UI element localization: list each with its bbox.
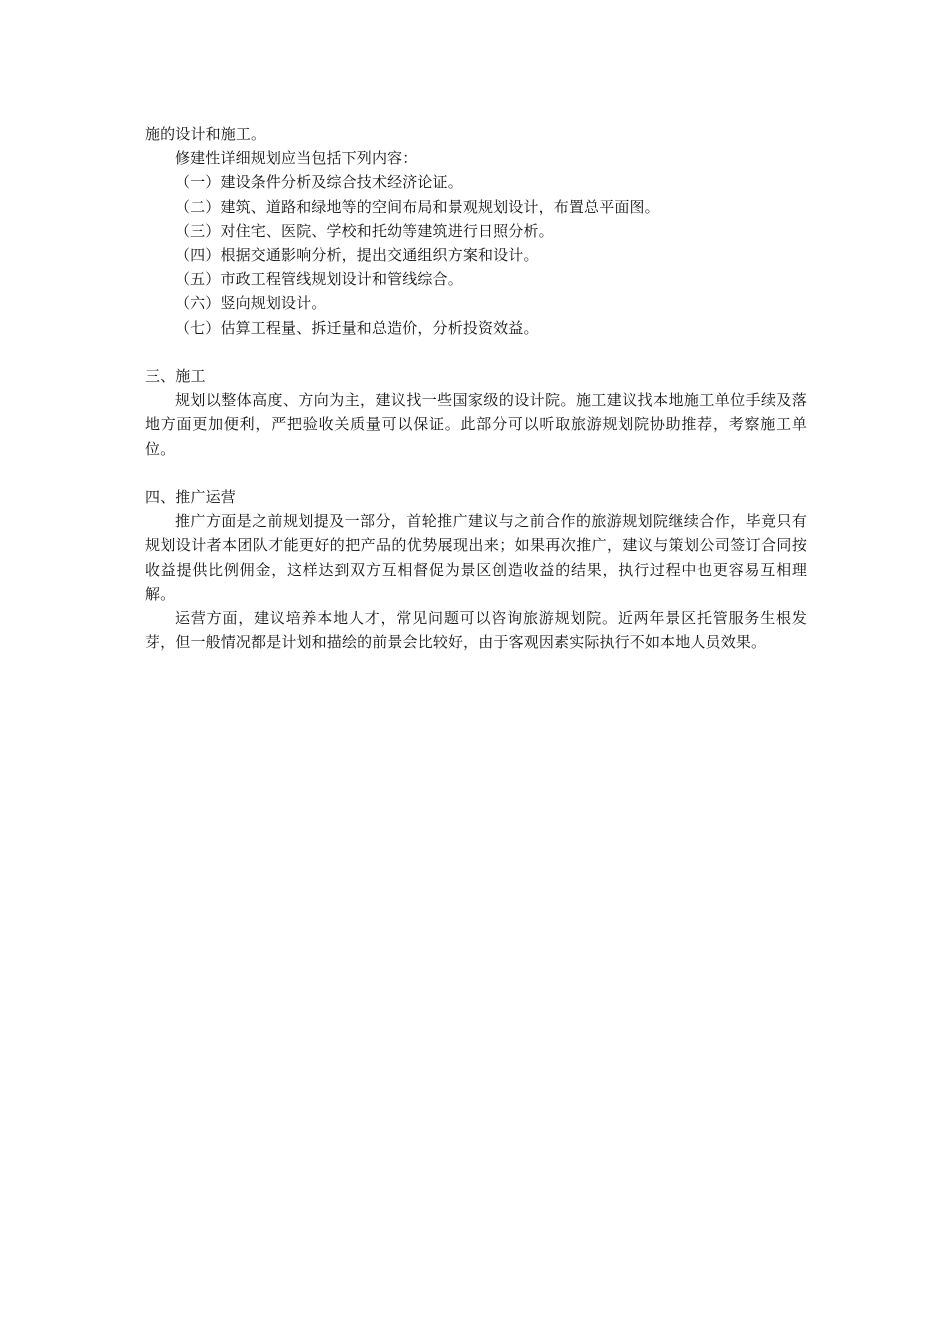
section-paragraph-promotion: 推广方面是之前规划提及一部分，首轮推广建议与之前合作的旅游规划院继续合作，毕竟只有规划设计者本团队才能更好的把产品的优势展现出来；如果再次推广，建议与策划公司签订合同按收益提供比例佣金，这样达到双方互相督促为景区创造收益的结果，执行过程中也更容易互相理解。 [145,512,807,603]
section-heading-construction: 三、施工 [145,367,206,386]
section-paragraph-construction: 规划以整体高度、方向为主，建议找一些国家级的设计院。施工建议找本地施工单位手续及落地方面更加便利，严把验收关质量可以保证。此部分可以听取旅游规划院协助推荐，考察施工单位。 [145,391,807,458]
section-paragraph-operation: 运营方面，建议培养本地人才，常见问题可以咨询旅游规划院。近两年景区托管服务生根发芽，但一般情况都是计划和描绘的前景会比较好，由于客观因素实际执行不如本地人员效果。 [145,609,807,652]
list-item: （五）市政工程管线规划设计和管线综合。 [175,270,463,289]
list-item: （七）估算工程量、拆迁量和总造价，分析投资效益。 [175,318,539,337]
list-item: （三）对住宅、医院、学校和托幼等建筑进行日照分析。 [175,221,554,240]
document-body [145,122,807,654]
list-item: （六）竖向规划设计。 [175,294,327,313]
list-item: （一）建设条件分析及综合技术经济论证。 [175,173,463,192]
section-heading-promotion: 四、推广运营 [145,488,236,507]
continuation-line: 施的设计和施工。 [145,125,267,143]
list-item: （二）建筑、道路和绿地等的空间布局和景观规划设计，布置总平面图。 [175,197,660,216]
list-item: （四）根据交通影响分析，提出交通组织方案和设计。 [175,246,539,265]
list-intro: 修建性详细规划应当包括下列内容： [175,149,418,168]
